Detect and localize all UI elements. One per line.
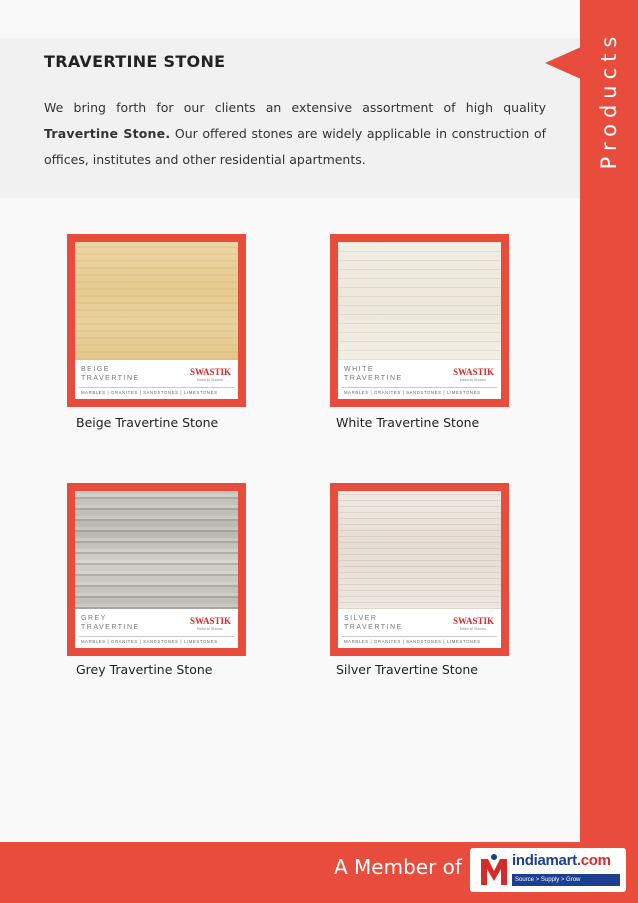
intro-text-start: We bring forth for our clients an extensive assortment of high quality [44, 100, 546, 115]
strip-categories: MARBLES | GRANITES | SANDSTONES | LIMESTONES [81, 390, 218, 395]
product-card-silver [330, 483, 509, 656]
label-strip [338, 609, 501, 648]
brand-subtitle: Natural Stones [197, 627, 223, 631]
label-strip [75, 609, 238, 648]
stone-texture [338, 491, 501, 609]
product-card-beige [67, 234, 246, 407]
product-caption-grey: Grey Travertine Stone [76, 662, 213, 677]
strip-title-line1: WHITE [344, 366, 375, 373]
label-strip [338, 360, 501, 399]
product-image [338, 491, 501, 648]
stone-texture [75, 242, 238, 360]
logo-wordmark-suffix: .com [576, 852, 611, 869]
product-card-white [330, 234, 509, 407]
brand-logo: SWASTIK [453, 616, 495, 626]
strip-title [81, 365, 140, 383]
strip-title [344, 365, 403, 383]
label-strip [75, 360, 238, 399]
intro-text-end: Our offered stones are widely applicable in construction of offices, institutes and other residential apartments. [44, 126, 546, 167]
strip-title-line1: SILVER [344, 615, 378, 622]
product-image [338, 242, 501, 399]
strip-title [344, 614, 403, 632]
strip-categories: MARBLES | GRANITES | SANDSTONES | LIMESTONES [344, 639, 481, 644]
strip-title-line2: TRAVERTINE [344, 624, 403, 631]
brand-subtitle: Natural Stones [460, 378, 486, 382]
strip-title-line2: TRAVERTINE [81, 375, 140, 382]
page-title: TRAVERTINE STONE [44, 52, 226, 71]
brand-logo: SWASTIK [453, 367, 495, 377]
brand-logo: SWASTIK [190, 616, 232, 626]
strip-categories: MARBLES | GRANITES | SANDSTONES | LIMESTONES [81, 639, 218, 644]
strip-title-line2: TRAVERTINE [81, 624, 140, 631]
brand-logo: SWASTIK [190, 367, 232, 377]
strip-divider [79, 387, 234, 388]
product-card-grey [67, 483, 246, 656]
indiamart-mark-icon [479, 853, 509, 887]
product-caption-white: White Travertine Stone [336, 415, 480, 430]
logo-wordmark-main: indiamart [512, 852, 577, 869]
intro-highlight: Travertine Stone. [44, 126, 171, 141]
strip-title-line1: GREY [81, 615, 107, 622]
product-image [75, 242, 238, 399]
side-notch [545, 47, 581, 79]
member-text: A Member of [334, 855, 462, 879]
strip-divider [342, 636, 497, 637]
brand-subtitle: Natural Stones [197, 378, 223, 382]
side-label: Products [597, 30, 621, 170]
logo-tagline: Source > Supply > Grow [512, 874, 620, 886]
intro-paragraph [44, 95, 546, 173]
product-image [75, 491, 238, 648]
stone-texture [338, 242, 501, 360]
logo-wordmark [512, 852, 611, 869]
strip-divider [79, 636, 234, 637]
brand-subtitle: Natural Stones [460, 627, 486, 631]
stone-texture [75, 491, 238, 609]
strip-title [81, 614, 140, 632]
strip-title-line1: BEIGE [81, 366, 110, 373]
product-caption-beige: Beige Travertine Stone [76, 415, 219, 430]
product-caption-silver: Silver Travertine Stone [336, 662, 478, 677]
strip-categories: MARBLES | GRANITES | SANDSTONES | LIMESTONES [344, 390, 481, 395]
strip-divider [342, 387, 497, 388]
strip-title-line2: TRAVERTINE [344, 375, 403, 382]
